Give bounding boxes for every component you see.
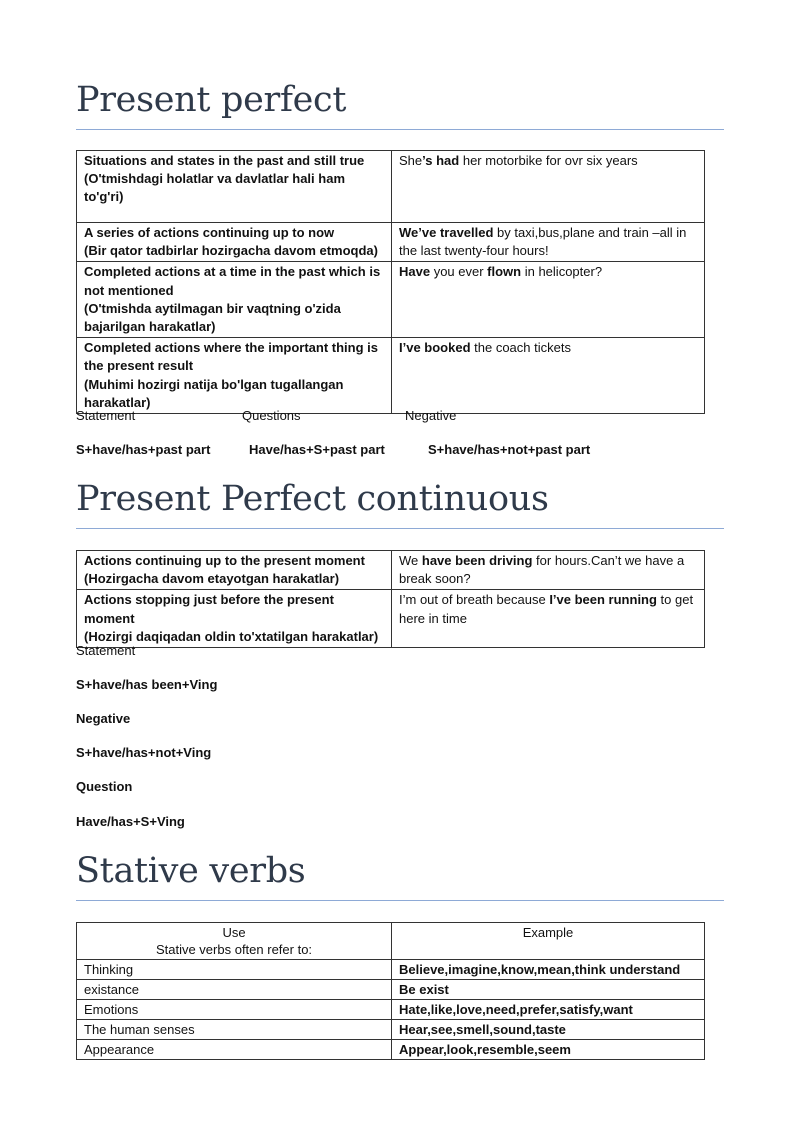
use-cell: Appearance bbox=[77, 1040, 392, 1060]
table-row bbox=[77, 590, 705, 648]
example-cell: Be exist bbox=[392, 980, 705, 1000]
use-translation: (Hozirgi daqiqadan oldin to'xtatilgan harakatlar) bbox=[84, 628, 379, 644]
use-translation: (O'tmishdagi holatlar va davlatlar hali ham to'g'ri) bbox=[84, 171, 345, 205]
table-row bbox=[77, 223, 705, 262]
statement-formula: S+have/has+past part bbox=[76, 442, 211, 457]
use-translation: (Muhimi hozirgi natija bo'lgan tugallangan harakatlar) bbox=[84, 376, 344, 410]
use-cell: existance bbox=[77, 980, 392, 1000]
table-row bbox=[77, 151, 705, 223]
use-cell bbox=[77, 223, 392, 262]
use-text: Actions stopping just before the present moment bbox=[84, 592, 334, 626]
negative-formula: S+have/has+not+past part bbox=[428, 442, 591, 457]
example-segment-bold: ’s had bbox=[422, 153, 460, 168]
heading-rule bbox=[76, 900, 724, 901]
use-cell: The human senses bbox=[77, 1020, 392, 1040]
example-cell: Hear,see,smell,sound,taste bbox=[392, 1020, 705, 1040]
table-row bbox=[77, 980, 705, 1000]
example-cell bbox=[392, 338, 705, 414]
statement-formula: S+have/has been+Ving bbox=[76, 677, 218, 692]
table-row bbox=[77, 338, 705, 414]
stative-verbs-table bbox=[76, 922, 705, 1060]
example-segment: her motorbike for ovr six years bbox=[459, 153, 638, 168]
example-segment-bold: I’ve been running bbox=[549, 592, 657, 608]
present-perfect-table bbox=[76, 150, 705, 414]
questions-label: Questions bbox=[242, 408, 301, 423]
example-cell: Appear,look,resemble,seem bbox=[392, 1040, 705, 1060]
use-cell bbox=[77, 551, 392, 590]
example-segment: for hours.Can’t we have a break soon? bbox=[399, 553, 685, 587]
header-use-subtext: Stative verbs often refer to: bbox=[155, 942, 313, 957]
use-cell bbox=[77, 262, 392, 338]
example-segment: We bbox=[399, 553, 422, 568]
table-header-row bbox=[77, 923, 705, 960]
use-text: Situations and states in the past and still true bbox=[84, 153, 365, 168]
heading-present-perfect: Present perfect bbox=[76, 80, 347, 120]
use-cell bbox=[77, 151, 392, 223]
use-cell bbox=[77, 338, 392, 414]
use-text: A series of actions continuing up to now bbox=[84, 225, 335, 240]
example-segment-bold: Have bbox=[399, 264, 431, 280]
use-translation: (O'tmishda aytilmagan bir vaqtning o'zida bajarilgan harakatlar) bbox=[84, 300, 341, 335]
use-translation: (Bir qator tadbirlar hozirgacha davom etmoqda) bbox=[84, 243, 378, 259]
example-cell bbox=[392, 551, 705, 590]
example-segment: She bbox=[399, 153, 423, 168]
question-label: Question bbox=[76, 779, 133, 794]
example-cell bbox=[392, 151, 705, 223]
use-text: Actions continuing up to the present moment bbox=[84, 553, 365, 568]
question-formula: Have/has+S+Ving bbox=[76, 814, 185, 829]
statement-label: Statement bbox=[76, 643, 136, 658]
example-segment: by taxi,bus,plane and train –all in the last twenty-four hours! bbox=[399, 225, 687, 259]
heading-rule bbox=[76, 129, 724, 130]
example-cell: Believe,imagine,know,mean,think understand bbox=[392, 960, 705, 980]
example-segment-bold: flown bbox=[487, 264, 522, 280]
heading-rule bbox=[76, 528, 724, 529]
use-text: Completed actions at a time in the past which is not mentioned bbox=[84, 264, 381, 298]
example-segment: in helicopter? bbox=[521, 264, 603, 280]
example-segment: you ever bbox=[430, 264, 488, 280]
example-segment: I’m out of breath because bbox=[399, 592, 550, 608]
heading-present-perfect-continuous: Present Perfect continuous bbox=[76, 479, 549, 519]
example-segment: to get here in time bbox=[399, 592, 694, 626]
table-row bbox=[77, 1040, 705, 1060]
use-cell: Emotions bbox=[77, 1000, 392, 1020]
negative-label: Negative bbox=[76, 711, 131, 726]
table-row bbox=[77, 262, 705, 338]
use-text: Completed actions where the important thing is the present result bbox=[84, 340, 378, 374]
present-perfect-continuous-table bbox=[76, 550, 705, 648]
use-cell bbox=[77, 590, 392, 648]
column-header-example: Example bbox=[392, 923, 705, 960]
negative-label: Negative bbox=[405, 408, 457, 423]
example-cell: Hate,like,love,need,prefer,satisfy,want bbox=[392, 1000, 705, 1020]
example-segment-bold: have been driving bbox=[421, 553, 533, 568]
questions-formula: Have/has+S+past part bbox=[249, 442, 385, 457]
example-segment: the coach tickets bbox=[470, 340, 571, 356]
example-cell bbox=[392, 223, 705, 262]
table-row bbox=[77, 1000, 705, 1020]
statement-label: Statement bbox=[76, 408, 136, 423]
example-cell bbox=[392, 262, 705, 338]
example-cell bbox=[392, 590, 705, 648]
heading-stative-verbs: Stative verbs bbox=[76, 851, 306, 891]
column-header-use bbox=[77, 923, 392, 960]
table-row bbox=[77, 551, 705, 590]
table-row bbox=[77, 960, 705, 980]
example-segment-bold: I’ve booked bbox=[399, 340, 471, 356]
header-use-text: Use bbox=[222, 925, 246, 940]
example-segment-bold: We’ve travelled bbox=[399, 225, 494, 240]
use-cell: Thinking bbox=[77, 960, 392, 980]
table-row bbox=[77, 1020, 705, 1040]
negative-formula: S+have/has+not+Ving bbox=[76, 745, 212, 760]
use-translation: (Hozirgacha davom etayotgan harakatlar) bbox=[84, 571, 340, 587]
